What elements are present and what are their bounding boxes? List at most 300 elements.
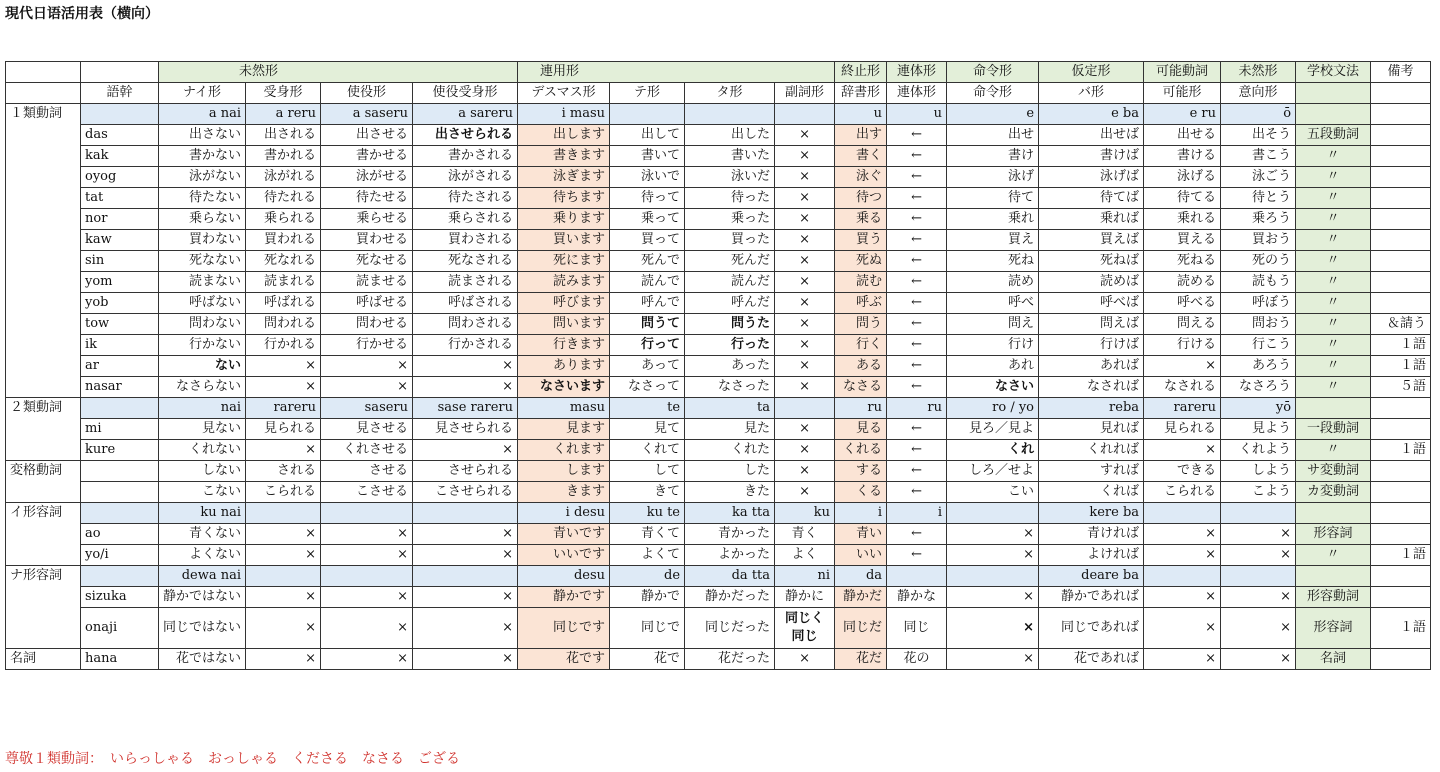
pattern-row <box>6 566 1431 587</box>
pattern-cell <box>1221 503 1296 524</box>
form-cell: しよう <box>1221 461 1296 482</box>
pattern-cell <box>413 566 518 587</box>
form-cell: 乗れば <box>1039 209 1144 230</box>
form-cell: 見させる <box>321 419 413 440</box>
group-label: １類動詞 <box>6 104 81 398</box>
form-cell: 花だった <box>685 649 775 670</box>
form-cell: 書け <box>947 146 1039 167</box>
form-cell: 死なない <box>159 251 246 272</box>
group-label: ２類動詞 <box>6 398 81 461</box>
stem-cell: das <box>81 125 159 146</box>
pattern-cell: ku te <box>610 503 685 524</box>
form-cell: 読んで <box>610 272 685 293</box>
pattern-cell <box>610 104 685 125</box>
form-cell: なさる <box>835 377 887 398</box>
form-cell: 見られる <box>246 419 321 440</box>
table-row <box>6 335 1431 356</box>
stem-cell: hana <box>81 649 159 670</box>
stem-cell: kure <box>81 440 159 461</box>
form-cell: 静かであれば <box>1039 587 1144 608</box>
form-cell <box>1371 419 1431 440</box>
pattern-cell <box>1371 503 1431 524</box>
form-cell: × <box>321 608 413 649</box>
form-cell: × <box>1221 587 1296 608</box>
form-cell: ← <box>887 545 947 566</box>
form-cell: して <box>610 461 685 482</box>
pattern-cell <box>246 503 321 524</box>
form-cell: 読めば <box>1039 272 1144 293</box>
form-cell: × <box>1144 587 1221 608</box>
form-cell: 買わされる <box>413 230 518 251</box>
pattern-cell: de <box>610 566 685 587</box>
form-cell <box>1371 167 1431 188</box>
form-cell: 死んで <box>610 251 685 272</box>
form-cell: 出す <box>835 125 887 146</box>
pattern-cell: reba <box>1039 398 1144 419</box>
form-cell <box>1371 524 1431 545</box>
form-cell: 問える <box>1144 314 1221 335</box>
table-row <box>6 461 1431 482</box>
form-cell: 問います <box>518 314 610 335</box>
pattern-cell <box>81 104 159 125</box>
form-cell: しろ／せよ <box>947 461 1039 482</box>
header-cell: タ形 <box>685 83 775 104</box>
form-cell: 行きます <box>518 335 610 356</box>
form-cell: くれない <box>159 440 246 461</box>
table-row <box>6 356 1431 377</box>
group-label: 名詞 <box>6 649 81 670</box>
form-cell: × <box>246 440 321 461</box>
form-cell: きた <box>685 482 775 503</box>
pattern-cell <box>1371 104 1431 125</box>
form-cell: × <box>246 587 321 608</box>
form-cell: × <box>775 377 835 398</box>
form-cell: 出さない <box>159 125 246 146</box>
form-cell: ← <box>887 272 947 293</box>
pattern-cell <box>246 566 321 587</box>
form-cell: 〃 <box>1296 167 1371 188</box>
form-cell: カ変動詞 <box>1296 482 1371 503</box>
form-cell: × <box>321 356 413 377</box>
form-cell <box>1371 188 1431 209</box>
form-cell: × <box>775 167 835 188</box>
form-cell: くれ <box>947 440 1039 461</box>
form-cell: 花であれば <box>1039 649 1144 670</box>
form-cell: 見た <box>685 419 775 440</box>
form-cell: × <box>947 545 1039 566</box>
pattern-cell <box>321 566 413 587</box>
pattern-cell: ku <box>775 503 835 524</box>
form-cell: × <box>413 524 518 545</box>
form-cell: 泳ごう <box>1221 167 1296 188</box>
form-cell: 待て <box>947 188 1039 209</box>
pattern-cell: ō <box>1221 104 1296 125</box>
form-cell: ← <box>887 209 947 230</box>
form-cell: 読んだ <box>685 272 775 293</box>
form-cell: なされば <box>1039 377 1144 398</box>
form-cell: × <box>775 440 835 461</box>
pattern-row <box>6 104 1431 125</box>
form-cell: × <box>321 524 413 545</box>
form-cell: 死なれる <box>246 251 321 272</box>
table-row <box>6 440 1431 461</box>
form-cell: 見よう <box>1221 419 1296 440</box>
table-row <box>6 188 1431 209</box>
form-cell: 乗る <box>835 209 887 230</box>
pattern-cell: yō <box>1221 398 1296 419</box>
form-cell: 買わない <box>159 230 246 251</box>
form-cell: × <box>947 587 1039 608</box>
form-cell: 読ませる <box>321 272 413 293</box>
form-cell: × <box>1221 545 1296 566</box>
form-cell: くれさせる <box>321 440 413 461</box>
form-cell: 死ねる <box>1144 251 1221 272</box>
form-cell: こない <box>159 482 246 503</box>
stem-cell <box>81 461 159 482</box>
form-cell: 問わせる <box>321 314 413 335</box>
pattern-cell <box>81 503 159 524</box>
form-cell: くれる <box>835 440 887 461</box>
group-label: イ形容詞 <box>6 503 81 566</box>
form-cell: ＆請う <box>1371 314 1431 335</box>
form-cell: 乗れ <box>947 209 1039 230</box>
form-cell: × <box>775 314 835 335</box>
form-cell: 買える <box>1144 230 1221 251</box>
form-cell: 出させられる <box>413 125 518 146</box>
form-cell: 問う <box>835 314 887 335</box>
form-cell: × <box>1144 608 1221 649</box>
form-cell: 花で <box>610 649 685 670</box>
form-cell: × <box>775 293 835 314</box>
form-cell: しない <box>159 461 246 482</box>
stem-cell: ao <box>81 524 159 545</box>
pattern-cell: da tta <box>685 566 775 587</box>
form-cell: ← <box>887 419 947 440</box>
form-cell: くれよう <box>1221 440 1296 461</box>
form-cell <box>1371 272 1431 293</box>
form-cell: 読まされる <box>413 272 518 293</box>
pattern-cell: a saseru <box>321 104 413 125</box>
form-cell: 書ける <box>1144 146 1221 167</box>
form-cell: 青く <box>775 524 835 545</box>
form-cell: × <box>246 545 321 566</box>
form-cell: 青かった <box>685 524 775 545</box>
form-cell: ← <box>887 167 947 188</box>
form-cell: × <box>413 608 518 649</box>
form-cell: あります <box>518 356 610 377</box>
form-cell: 静かだ <box>835 587 887 608</box>
header-cell: 命令形 <box>947 62 1039 83</box>
form-cell: 買った <box>685 230 775 251</box>
form-cell: × <box>947 649 1039 670</box>
pattern-cell: ta <box>685 398 775 419</box>
form-cell: なさって <box>610 377 685 398</box>
pattern-cell <box>775 398 835 419</box>
form-cell: 出します <box>518 125 610 146</box>
form-cell: 待てる <box>1144 188 1221 209</box>
pattern-cell: e ru <box>1144 104 1221 125</box>
form-cell: 買おう <box>1221 230 1296 251</box>
pattern-cell: i desu <box>518 503 610 524</box>
header-cell <box>6 83 81 104</box>
form-cell: １語 <box>1371 356 1431 377</box>
form-cell: 〃 <box>1296 377 1371 398</box>
form-cell: × <box>775 461 835 482</box>
form-cell: 行ける <box>1144 335 1221 356</box>
pattern-cell <box>1371 566 1431 587</box>
header-cell: 語幹 <box>81 83 159 104</box>
header-row-1 <box>6 62 1431 83</box>
form-cell: × <box>321 587 413 608</box>
pattern-cell: ni <box>775 566 835 587</box>
form-cell: 買えば <box>1039 230 1144 251</box>
header-cell: 未然形 <box>159 62 518 83</box>
form-cell: 死にます <box>518 251 610 272</box>
form-cell: 読もう <box>1221 272 1296 293</box>
form-cell: × <box>413 377 518 398</box>
form-cell: 買わせる <box>321 230 413 251</box>
form-cell: １語 <box>1371 545 1431 566</box>
form-cell: ← <box>887 356 947 377</box>
form-cell: 静かで <box>610 587 685 608</box>
form-cell: 形容詞 <box>1296 608 1371 649</box>
form-cell: 見ます <box>518 419 610 440</box>
header-cell <box>6 62 81 83</box>
form-cell: 〃 <box>1296 272 1371 293</box>
header-cell: 備考 <box>1371 62 1431 83</box>
form-cell: 形容詞 <box>1296 524 1371 545</box>
form-cell: ← <box>887 251 947 272</box>
header-row-2 <box>6 83 1431 104</box>
form-cell: 乗って <box>610 209 685 230</box>
form-cell: 死なされる <box>413 251 518 272</box>
form-cell: する <box>835 461 887 482</box>
header-cell: 連体形 <box>887 62 947 83</box>
form-cell: 死ね <box>947 251 1039 272</box>
form-cell: 書こう <box>1221 146 1296 167</box>
header-cell: 連用形 <box>518 62 835 83</box>
pattern-cell: u <box>835 104 887 125</box>
form-cell: 泳ぎます <box>518 167 610 188</box>
form-cell: 見ろ／見よ <box>947 419 1039 440</box>
form-cell: 呼んで <box>610 293 685 314</box>
form-cell <box>1371 461 1431 482</box>
group-label: ナ形容詞 <box>6 566 81 649</box>
header-cell: 仮定形 <box>1039 62 1144 83</box>
form-cell: 待てば <box>1039 188 1144 209</box>
pattern-cell: te <box>610 398 685 419</box>
form-cell: きます <box>518 482 610 503</box>
form-cell: 書かない <box>159 146 246 167</box>
form-cell: 〃 <box>1296 440 1371 461</box>
pattern-cell <box>685 104 775 125</box>
form-cell: 書けば <box>1039 146 1144 167</box>
form-cell: 書かされる <box>413 146 518 167</box>
form-cell: ← <box>887 524 947 545</box>
form-cell: × <box>413 545 518 566</box>
form-cell: 死ねば <box>1039 251 1144 272</box>
pattern-cell: ka tta <box>685 503 775 524</box>
pattern-cell <box>947 566 1039 587</box>
form-cell: 静かだった <box>685 587 775 608</box>
form-cell: 待ちます <box>518 188 610 209</box>
form-cell: × <box>321 545 413 566</box>
pattern-cell: i <box>835 503 887 524</box>
header-cell: テ形 <box>610 83 685 104</box>
stem-cell: yob <box>81 293 159 314</box>
group-label: 変格動詞 <box>6 461 81 503</box>
form-cell: 〃 <box>1296 209 1371 230</box>
form-cell: 書きます <box>518 146 610 167</box>
form-cell: 行けば <box>1039 335 1144 356</box>
form-cell: できる <box>1144 461 1221 482</box>
form-cell: 〃 <box>1296 356 1371 377</box>
header-cell <box>1296 83 1371 104</box>
table-row <box>6 209 1431 230</box>
form-cell: 呼ぶ <box>835 293 887 314</box>
form-cell: 待つ <box>835 188 887 209</box>
form-cell: 〃 <box>1296 545 1371 566</box>
form-cell: × <box>1221 524 1296 545</box>
pattern-cell: ku nai <box>159 503 246 524</box>
form-cell: ある <box>835 356 887 377</box>
form-cell: 買って <box>610 230 685 251</box>
form-cell: あれ <box>947 356 1039 377</box>
form-cell: 呼べる <box>1144 293 1221 314</box>
form-cell: 問おう <box>1221 314 1296 335</box>
form-cell: 同じで <box>610 608 685 649</box>
form-cell: よかった <box>685 545 775 566</box>
form-cell: 青いです <box>518 524 610 545</box>
pattern-cell <box>887 566 947 587</box>
form-cell: × <box>775 356 835 377</box>
form-cell: 行け <box>947 335 1039 356</box>
pattern-cell <box>1144 503 1221 524</box>
footer-note: 尊敬１類動詞： いらっしゃる おっしゃる くださる なさる ござる <box>5 751 460 767</box>
form-cell: × <box>246 356 321 377</box>
form-cell: くれた <box>685 440 775 461</box>
form-cell: 〃 <box>1296 188 1371 209</box>
pattern-cell <box>1296 398 1371 419</box>
form-cell: × <box>413 356 518 377</box>
header-cell: 未然形 <box>1221 62 1296 83</box>
form-cell: なさいます <box>518 377 610 398</box>
table-row <box>6 587 1431 608</box>
pattern-cell <box>1144 566 1221 587</box>
header-cell: ナイ形 <box>159 83 246 104</box>
header-cell: 可能形 <box>1144 83 1221 104</box>
form-cell: × <box>947 524 1039 545</box>
header-cell <box>81 62 159 83</box>
form-cell: 書いて <box>610 146 685 167</box>
form-cell: 乗ろう <box>1221 209 1296 230</box>
form-cell: 静かではない <box>159 587 246 608</box>
form-cell: させられる <box>413 461 518 482</box>
form-cell: × <box>1144 524 1221 545</box>
pattern-cell <box>947 503 1039 524</box>
table-row <box>6 293 1431 314</box>
form-cell: よくて <box>610 545 685 566</box>
table-row <box>6 608 1431 649</box>
form-cell: 書かれる <box>246 146 321 167</box>
form-cell: 形容動詞 <box>1296 587 1371 608</box>
form-cell: こさせる <box>321 482 413 503</box>
form-cell: × <box>775 482 835 503</box>
form-cell: × <box>1144 356 1221 377</box>
pattern-cell <box>1371 398 1431 419</box>
header-cell: 可能動詞 <box>1144 62 1221 83</box>
form-cell: 書いた <box>685 146 775 167</box>
form-cell: 問われる <box>246 314 321 335</box>
form-cell: 呼べば <box>1039 293 1144 314</box>
form-cell: こい <box>947 482 1039 503</box>
form-cell <box>1371 230 1431 251</box>
pattern-cell: masu <box>518 398 610 419</box>
pattern-cell: ro / yo <box>947 398 1039 419</box>
form-cell: くれます <box>518 440 610 461</box>
form-cell: × <box>947 608 1039 649</box>
header-cell: 使役受身形 <box>413 83 518 104</box>
header-cell: 連体形 <box>887 83 947 104</box>
stem-cell: ar <box>81 356 159 377</box>
form-cell: 泳がされる <box>413 167 518 188</box>
table-row <box>6 419 1431 440</box>
table-row <box>6 377 1431 398</box>
form-cell: 同じ <box>887 608 947 649</box>
header-cell: バ形 <box>1039 83 1144 104</box>
form-cell: 一段動詞 <box>1296 419 1371 440</box>
pattern-cell: sase rareru <box>413 398 518 419</box>
form-cell: ← <box>887 440 947 461</box>
table-row <box>6 272 1431 293</box>
form-cell: 死ぬ <box>835 251 887 272</box>
form-cell: 待たされる <box>413 188 518 209</box>
form-cell: 行った <box>685 335 775 356</box>
pattern-cell: saseru <box>321 398 413 419</box>
header-cell: 辞書形 <box>835 83 887 104</box>
pattern-cell: ru <box>887 398 947 419</box>
form-cell: 問わされる <box>413 314 518 335</box>
header-cell: 終止形 <box>835 62 887 83</box>
form-cell: 買われる <box>246 230 321 251</box>
stem-cell: kaw <box>81 230 159 251</box>
form-cell: 呼んだ <box>685 293 775 314</box>
form-cell: 泳げ <box>947 167 1039 188</box>
form-cell: 乗らされる <box>413 209 518 230</box>
form-cell: × <box>775 125 835 146</box>
pattern-row <box>6 503 1431 524</box>
form-cell: 乗ります <box>518 209 610 230</box>
form-cell: 呼びます <box>518 293 610 314</box>
form-cell: なさい <box>947 377 1039 398</box>
stem-cell: ik <box>81 335 159 356</box>
form-cell: ← <box>887 335 947 356</box>
pattern-cell: a reru <box>246 104 321 125</box>
form-cell: 待たせる <box>321 188 413 209</box>
pattern-cell <box>1221 566 1296 587</box>
form-cell: 待って <box>610 188 685 209</box>
form-cell: ← <box>887 125 947 146</box>
form-cell: した <box>685 461 775 482</box>
header-cell <box>1371 83 1431 104</box>
form-cell: 見て <box>610 419 685 440</box>
form-cell: × <box>1144 440 1221 461</box>
form-cell: 出して <box>610 125 685 146</box>
form-cell: 花の <box>887 649 947 670</box>
form-cell: いいです <box>518 545 610 566</box>
form-cell: 買います <box>518 230 610 251</box>
table-row <box>6 146 1431 167</box>
